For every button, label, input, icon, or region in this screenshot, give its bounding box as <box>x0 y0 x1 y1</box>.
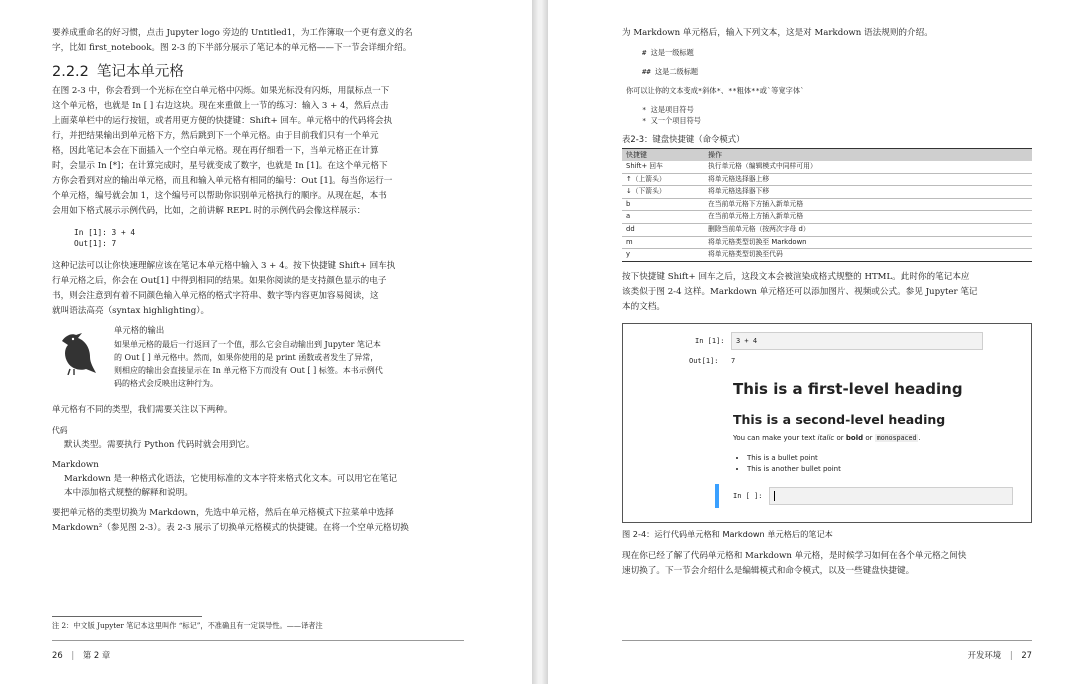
table-cell-action: 执行单元格（编辑模式中同样可用） <box>704 161 1032 173</box>
table-cell-key: m <box>622 236 704 249</box>
table-row <box>622 186 1032 199</box>
section-title: 笔记本单元格 <box>96 64 184 80</box>
table-cell-key: Shift+ 回车 <box>622 161 704 173</box>
table-row <box>622 249 1032 262</box>
code-example: In [1]: 3 + 4 Out[1]: 7 <box>74 228 136 248</box>
table-header-row <box>622 149 1032 162</box>
types-intro: 单元格有不同的类型，我们需要关注以下两种。 <box>52 405 233 415</box>
figure-text-a: You can make your text <box>733 433 818 442</box>
text-cursor <box>774 491 775 501</box>
markdown-line-1: # 这是一级标题 <box>642 48 694 57</box>
figure-out1-label: Out[1]: <box>689 356 719 365</box>
notebook-figure <box>622 323 1032 523</box>
table-cell-key: a <box>622 211 704 224</box>
table-row <box>622 211 1032 224</box>
left-footer-rule <box>52 640 464 641</box>
crow-icon <box>56 329 98 375</box>
figure-in2-input[interactable] <box>769 487 1013 505</box>
para1-line-2: 这个单元格，也就是 In [ ] 右边这块。现在来重做上一节的练习：输入 3 + 4，然后点击 <box>52 101 389 111</box>
figure-text-mono: monospaced <box>876 433 917 442</box>
table-cell-action: 将单元格选择器上移 <box>704 173 1032 186</box>
table-cell-action: 将单元格选择器下移 <box>704 186 1032 199</box>
table-row <box>622 223 1032 236</box>
para1-line-8: 个单元格，编号就会加 1，这个编号可以帮助你识别单元格执行的顺序。从现在起，本书 <box>52 191 387 201</box>
table-cell-key: y <box>622 249 704 262</box>
right-para-line-3: 本的文档。 <box>622 301 665 312</box>
para2-line-2: 行单元格之后，你会在 Out[1] 中得到相同的结果。如果你阅读的是支持颜色显示的电子 <box>52 276 387 286</box>
figure-text-b: or <box>834 433 846 442</box>
figure-text-d: . <box>918 433 921 442</box>
desc-markdown-1: Markdown 是一种格式化语法，它使用标准的文本字符来格式化文本。可以用它在笔记 <box>64 474 398 484</box>
markdown-line-5: * 又一个项目符号 <box>642 116 701 125</box>
book-gutter <box>532 0 548 684</box>
para1-line-6: 时，会显示 In [*]；在计算完成时，星号就变成了数字，也就是 In [1]。在这个单元格下 <box>52 161 388 171</box>
markdown-line-3: 你可以让你的文本变成*斜体*、**粗体**或`等宽字体` <box>626 86 805 95</box>
para2-line-1: 这种记法可以让你快速理解应该在笔记本单元格中输入 3 + 4。按下快捷键 Shift+ 回车执 <box>52 261 396 271</box>
para2-line-3: 书，则会注意到有着不同颜色输入单元格的格式字符串、数字等内容更加容易阅读，这 <box>52 291 379 301</box>
note-body <box>114 338 464 390</box>
figure-out1-value: 7 <box>731 356 736 365</box>
para3-line-1: 要把单元格的类型切换为 Markdown，先选中单元格，然后在单元格模式下拉菜单中选择 <box>52 508 394 518</box>
para1-line-5: 格，因此笔记本会在下面插入一个空白单元格。现在再仔细看一下，当单元格正在计算 <box>52 146 379 156</box>
table-caption: 表2-3：键盘快捷键（命令模式） <box>622 134 745 144</box>
table-cell-action: 在当前单元格上方插入新单元格 <box>704 211 1032 224</box>
note-box <box>52 323 464 399</box>
left-page-footer: 26 | 第 2 章 <box>52 650 111 660</box>
footnote: 注 2：中文版 Jupyter 笔记本这里叫作 “标记”，不准确且有一定误导性。——译者注 <box>52 621 323 630</box>
table-header-key: 快捷键 <box>622 149 704 162</box>
figure-heading-2: This is a second-level heading <box>733 411 946 427</box>
desc-code: 默认类型。需要执行 Python 代码时就会用到它。 <box>64 440 255 450</box>
desc-markdown-2: 本中添加格式规整的解释和说明。 <box>64 488 193 498</box>
right-page-body <box>622 26 1032 579</box>
figure-bullet: • This is a bullet point <box>747 453 841 464</box>
figure-text-c: or <box>863 433 875 442</box>
table-cell-action: 在当前单元格下方插入新单元格 <box>704 198 1032 211</box>
para1-line-9: 会用如下格式展示示例代码，比如，之前讲解 REPL 时的示例代码会像这样展示： <box>52 206 366 216</box>
note-line-2: 的 Out [ ] 单元格中。然而，如果你使用的是 print 函数或者发生了异常， <box>114 353 379 362</box>
intro-line-2: 字，比如 first_notebook。图 2-3 的下半部分展示了笔记本的单元格——下一节会详细介绍。 <box>52 43 412 53</box>
para3-line-2: Markdown²（参见图 2-3）。表 2-3 展示了切换单元格模式的快捷键。在将一个空单元格切换 <box>52 523 409 533</box>
table-cell-action: 将单元格类型切换至代码 <box>704 249 1032 262</box>
note-line-3: 则相应的输出会直接显示在 In 单元格下方而没有 Out [ ] 标签。本书示例代 <box>114 366 383 375</box>
right-page <box>548 0 1080 684</box>
para1-line-4: 行，并把结果输出到单元格下方，然后跳到下一个单元格。由于目前我们只有一个单元 <box>52 131 379 141</box>
table-row <box>622 161 1032 173</box>
para1-line-1: 在图 2-3 中，你会看到一个光标在空白单元格中闪烁。如果光标没有闪烁，用鼠标点一下 <box>52 86 390 96</box>
note-line-1: 如果单元格的最后一行返回了一个值，那么它会自动输出到 Jupyter 笔记本 <box>114 340 381 349</box>
note-title: 单元格的输出 <box>114 325 165 335</box>
right-page-footer: 开发环境 | 27 <box>967 650 1032 660</box>
table-cell-key: ↓（下箭头） <box>622 186 704 199</box>
figure-bullet: • This is another bullet point <box>747 464 841 475</box>
figure-bullet-list <box>747 453 841 475</box>
figure-text-bold: bold <box>845 433 864 442</box>
right-chapter: 开发环境 <box>967 650 1002 660</box>
term-code: 代码 <box>52 426 68 435</box>
section-heading <box>52 62 464 82</box>
para2-line-4: 就叫语法高亮（syntax highlighting）。 <box>52 306 210 316</box>
intro-line-1: 要养成重命名的好习惯，点击 Jupyter logo 旁边的 Untitled1，为工作簿取一个更有意义的名 <box>52 28 413 38</box>
figure-in2-label: In [ ]: <box>733 491 763 500</box>
para1-line-3: 上面菜单栏中的运行按钮，或者用更方便的快捷键：Shift+ 回车。单元格中的代码将会执 <box>52 116 393 126</box>
table-row <box>622 198 1032 211</box>
footnote-rule <box>52 616 202 617</box>
para1-line-7: 方你会看到对应的输出单元格，而且和输入单元格有相同的编号：Out [1]。每当你运行一 <box>52 176 393 186</box>
figure-in1-label: In [1]: <box>695 336 725 345</box>
figure-in1-code: 3 + 4 <box>731 332 983 350</box>
figure-selected-cell-bar <box>715 484 719 508</box>
right-footer-rule <box>622 640 1032 641</box>
closing-line-2: 速切换了。下一节会介绍什么是编辑模式和命令模式，以及一些键盘快捷键。 <box>622 565 915 576</box>
table-row <box>622 173 1032 186</box>
left-page <box>0 0 532 684</box>
table-cell-action: 删除当前单元格（按两次字母 d） <box>704 223 1032 236</box>
table-cell-key: dd <box>622 223 704 236</box>
shortcut-table <box>622 148 1032 262</box>
note-line-4: 码的格式会反映出这种行为。 <box>114 379 218 388</box>
figure-caption: 图 2-4：运行代码单元格和 Markdown 单元格后的笔记本 <box>622 528 833 539</box>
section-number: 2.2.2 <box>52 64 89 80</box>
right-para-line-2: 该类似于图 2-4 这样。Markdown 单元格还可以添加图片、视频或公式。参见 Jupyter 笔记 <box>622 286 978 297</box>
table-row <box>622 236 1032 249</box>
markdown-line-2: ## 这是二级标题 <box>642 67 699 76</box>
figure-md-text <box>733 434 921 442</box>
right-page-number: 27 <box>1021 650 1032 660</box>
figure-heading-1: This is a first-level heading <box>733 379 963 398</box>
left-chapter: 第 2 章 <box>82 650 111 660</box>
figure-text-italic: italic <box>817 433 835 442</box>
table-cell-action: 将单元格类型切换至 Markdown <box>704 236 1032 249</box>
right-intro: 为 Markdown 单元格后，输入下列文本，这是对 Markdown 语法规则的介绍。 <box>622 28 933 38</box>
table-cell-key: b <box>622 198 704 211</box>
left-page-body <box>52 26 464 536</box>
right-para-line-1: 按下快捷键 Shift+ 回车之后，这段文本会被渲染成格式规整的 HTML。此时你的笔记本应 <box>622 271 970 282</box>
closing-line-1: 现在你已经了解了代码单元格和 Markdown 单元格，是时候学习如何在各个单元格之间快 <box>622 550 967 561</box>
table-cell-key: ↑（上箭头） <box>622 173 704 186</box>
table-header-action: 操作 <box>704 149 1032 162</box>
markdown-line-4: * 这是项目符号 <box>642 105 694 114</box>
term-markdown: Markdown <box>52 460 99 470</box>
left-page-number: 26 <box>52 650 63 660</box>
